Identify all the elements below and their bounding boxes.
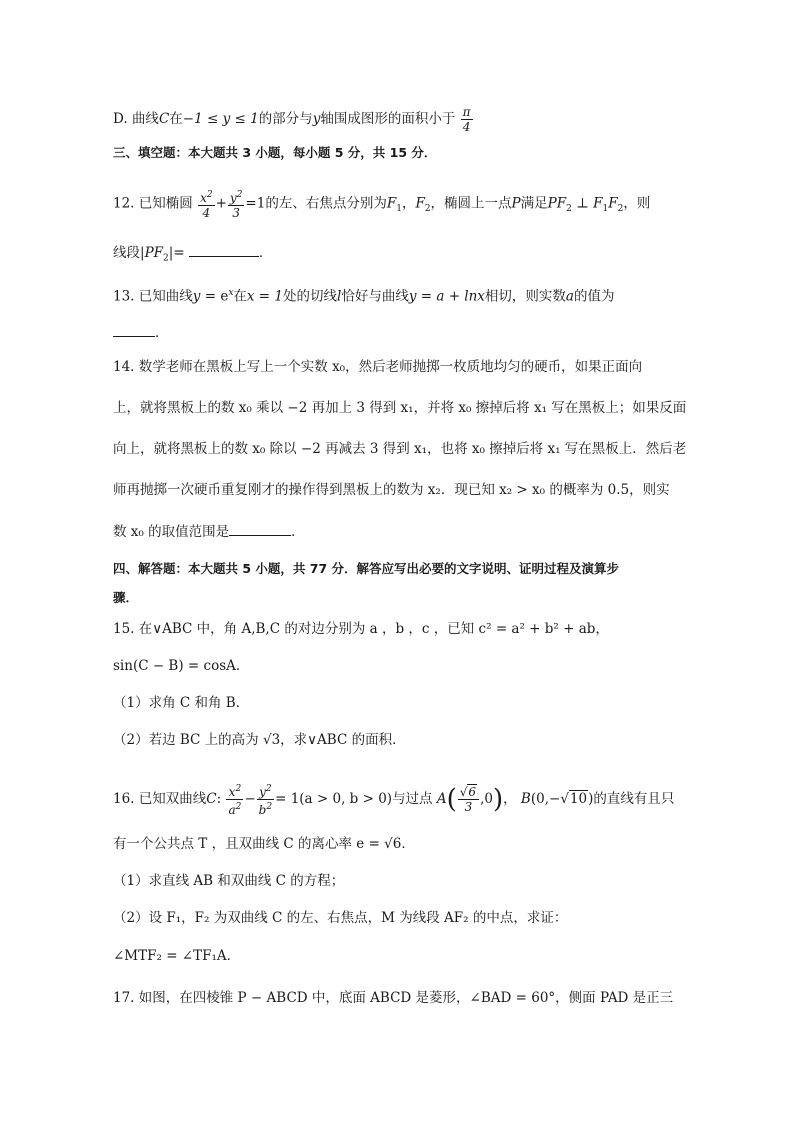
question-16-part-2: （2）设 F₁，F₂ 为双曲线 C 的左、右焦点，M 为线段 AF₂ 的中点，求证： bbox=[113, 910, 568, 926]
question-15-part-2: （2）若边 BC 上的高为 √3，求∨ABC 的面积． bbox=[113, 732, 406, 748]
sqrt6-over-3-fraction: $\frac{√6}{3}$ bbox=[458, 785, 479, 814]
question-14-line-5: 数 x₀ 的取值范围是 ． bbox=[113, 521, 305, 542]
answer-blank-12[interactable] bbox=[189, 242, 259, 257]
ellipse-x-term: $\frac{x^2}{4}$ bbox=[200, 190, 213, 220]
question-12: 12. 已知椭圆 $\frac{x^2}{4}$ + $\frac{y^2}{3}$ =1的左、右焦点分别为$F_1$，$F_2$，椭圆上一点P满足$PF_2$ ⊥ $F_1F_2$，则 bbox=[113, 190, 651, 220]
hyperbola-y-term: $\frac{y^2}{b^2}$ bbox=[258, 784, 273, 817]
question-17: 17. 如图，在四棱锥 P − ABCD 中，底面 ABCD 是菱形，∠BAD = 60°，侧面 PAD 是正三 bbox=[113, 990, 674, 1006]
answer-blank-13[interactable] bbox=[113, 322, 155, 337]
question-14-line-2: 上，就将黑板上的数 x₀ 乘以 −2 再加上 3 得到 x₁，并将 x₀ 擦掉后将 x₁ 写在黑板上；如果反面 bbox=[113, 400, 687, 416]
question-14-line-4: 师再抛掷一次硬币重复刚才的操作得到黑板上的数为 x₂．现已知 x₂ > x₀ 的概率为 0.5，则实 bbox=[113, 482, 670, 498]
question-14-line-1: 14. 数学老师在黑板上写上一个实数 x₀，然后老师抛掷一枚质地均匀的硬币，如果正面向 bbox=[113, 359, 643, 375]
question-16: 16. 已知双曲线C: $\frac{x^2}{a^2}$ − $\frac{y^2}{b^2}$ = 1(a > 0, b > 0)与过点 A( $\frac{√6}{3}$ ,0)， B(0,−√10)的直线有且只 bbox=[113, 784, 675, 817]
pi-over-4-fraction: $\frac{\pi}{4}$ bbox=[462, 105, 471, 134]
question-12-line-2: 线段$|PF_2|=$ ． bbox=[113, 242, 272, 269]
section-4-heading: 四、解答题：本大题共 5 小题，共 77 分．解答应写出必要的文字说明、证明过程及演算步 bbox=[113, 561, 620, 576]
section-4-heading-line-2: 骤． bbox=[113, 590, 139, 605]
section-3-heading: 三、填空题：本大题共 3 小题，每小题 5 分，共 15 分． bbox=[113, 145, 437, 160]
option-d: D. 曲线C在−1 ≤ y ≤ 1的部分与y轴围成图形的面积小于 $\frac{\pi}{4}$ bbox=[113, 105, 471, 134]
question-15: 15. 在∨ABC 中，角 A,B,C 的对边分别为 a ，b ，c ，已知 c² = a² + b² + ab， bbox=[113, 621, 609, 637]
question-15-part-1: （1）求角 C 和角 B． bbox=[113, 695, 250, 711]
question-16-line-2: 有一个公共点 T ，且双曲线 C 的离心率 e = √6． bbox=[113, 836, 415, 852]
question-15-line-2: sin(C − B) = cosA． bbox=[113, 658, 250, 674]
answer-blank-14[interactable] bbox=[229, 521, 291, 536]
question-16-part-1: （1）求直线 AB 和双曲线 C 的方程； bbox=[113, 873, 345, 889]
question-16-part-2-line-2: ∠MTF₂ = ∠TF₁A． bbox=[113, 948, 241, 964]
question-13: 13. 已知曲线$y = e^x$在x = 1处的切线l恰好与曲线y = a + lnx相切，则实数a的值为 bbox=[113, 288, 615, 305]
question-13-line-2: ． bbox=[113, 322, 169, 343]
ellipse-y-term: $\frac{y^2}{3}$ bbox=[229, 190, 243, 220]
hyperbola-x-term: $\frac{x^2}{a^2}$ bbox=[228, 784, 242, 817]
question-14-line-3: 向上，就将黑板上的数 x₀ 除以 −2 再减去 3 得到 x₁，也将 x₀ 擦掉后将 x₁ 写在黑板上．然后老 bbox=[113, 441, 687, 457]
